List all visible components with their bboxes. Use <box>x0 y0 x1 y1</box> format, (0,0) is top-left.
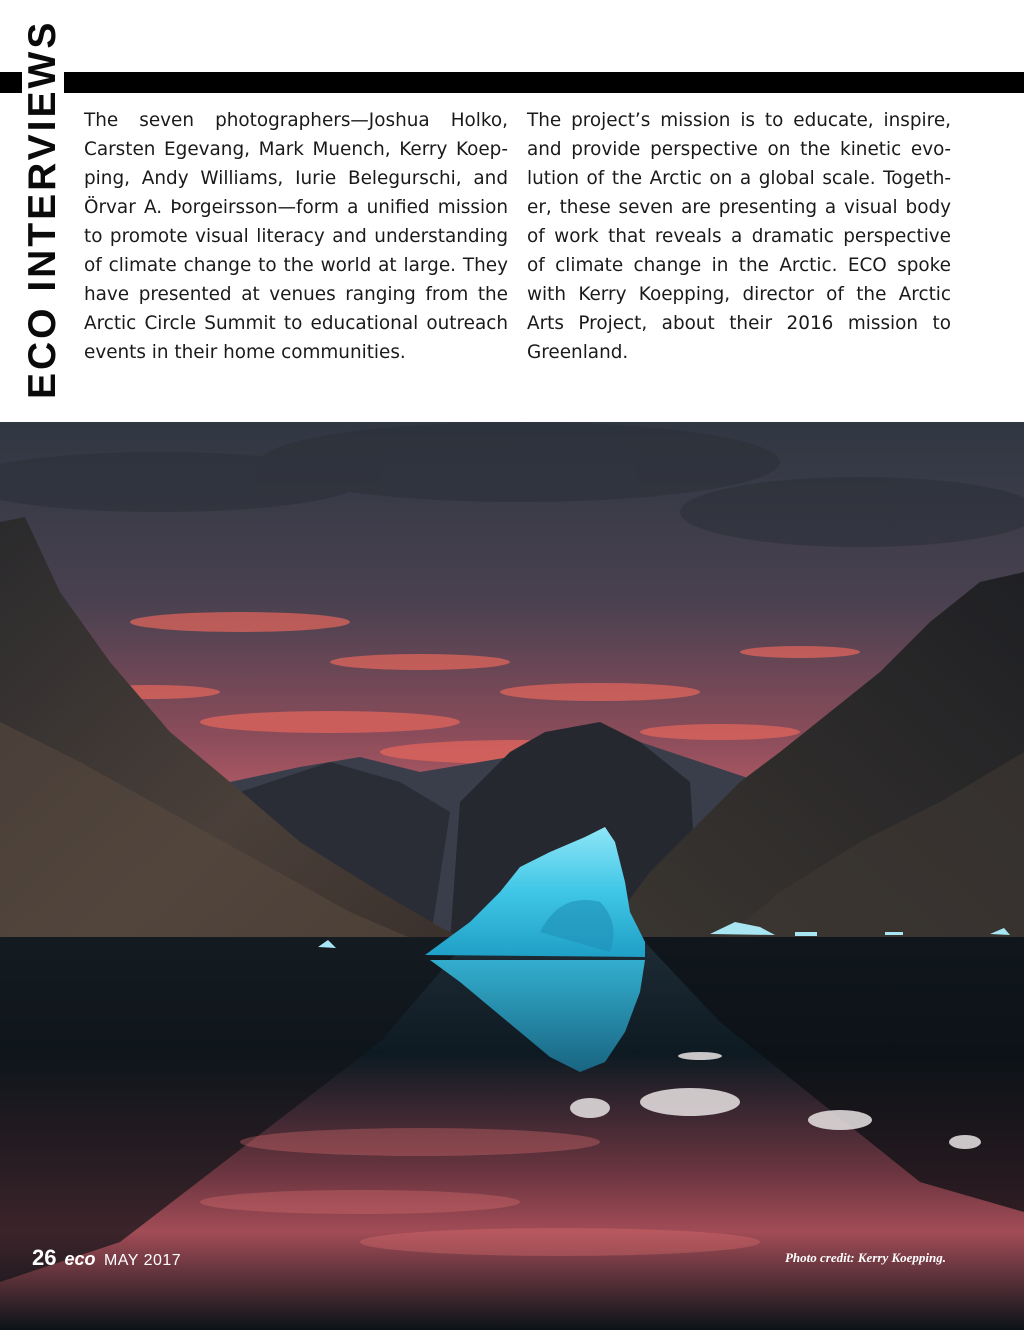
page-footer <box>32 1245 181 1271</box>
issue-date: MAY 2017 <box>103 1252 182 1269</box>
magazine-name: eco <box>64 1249 96 1269</box>
section-label: ECO INTERVIEWS <box>22 14 64 405</box>
greenland-iceberg-photo <box>0 422 1024 1330</box>
body-column-left: The seven photographers—Joshua Holko, Carsten Egevang, Mark Muench, Kerry Koepping, Andy Williams, Iurie Belegurschi, and Örvar A. Þorgeirsson—form a unified mission to promote visual literacy and understanding of climate change to the world at large. They have presented at venues ranging from the Arctic Circle Summit to educational outreach events in their home communities. <box>84 110 508 363</box>
photo-credit: Photo credit: Kerry Koepping. <box>784 1250 946 1265</box>
header-rule <box>0 72 1024 93</box>
body-column-right: The project’s mission is to educate, inspire, and provide perspective on the kinetic evolution of the Arctic on a global scale. Together, these seven are presenting a visual body of work that reveals a dramatic perspective of climate change in the Arctic. ECO spoke with Kerry Koepping, director of the Arctic Arts Project, about their 2016 mission to Greenland. <box>527 110 951 363</box>
page-number: 26 <box>32 1245 57 1270</box>
